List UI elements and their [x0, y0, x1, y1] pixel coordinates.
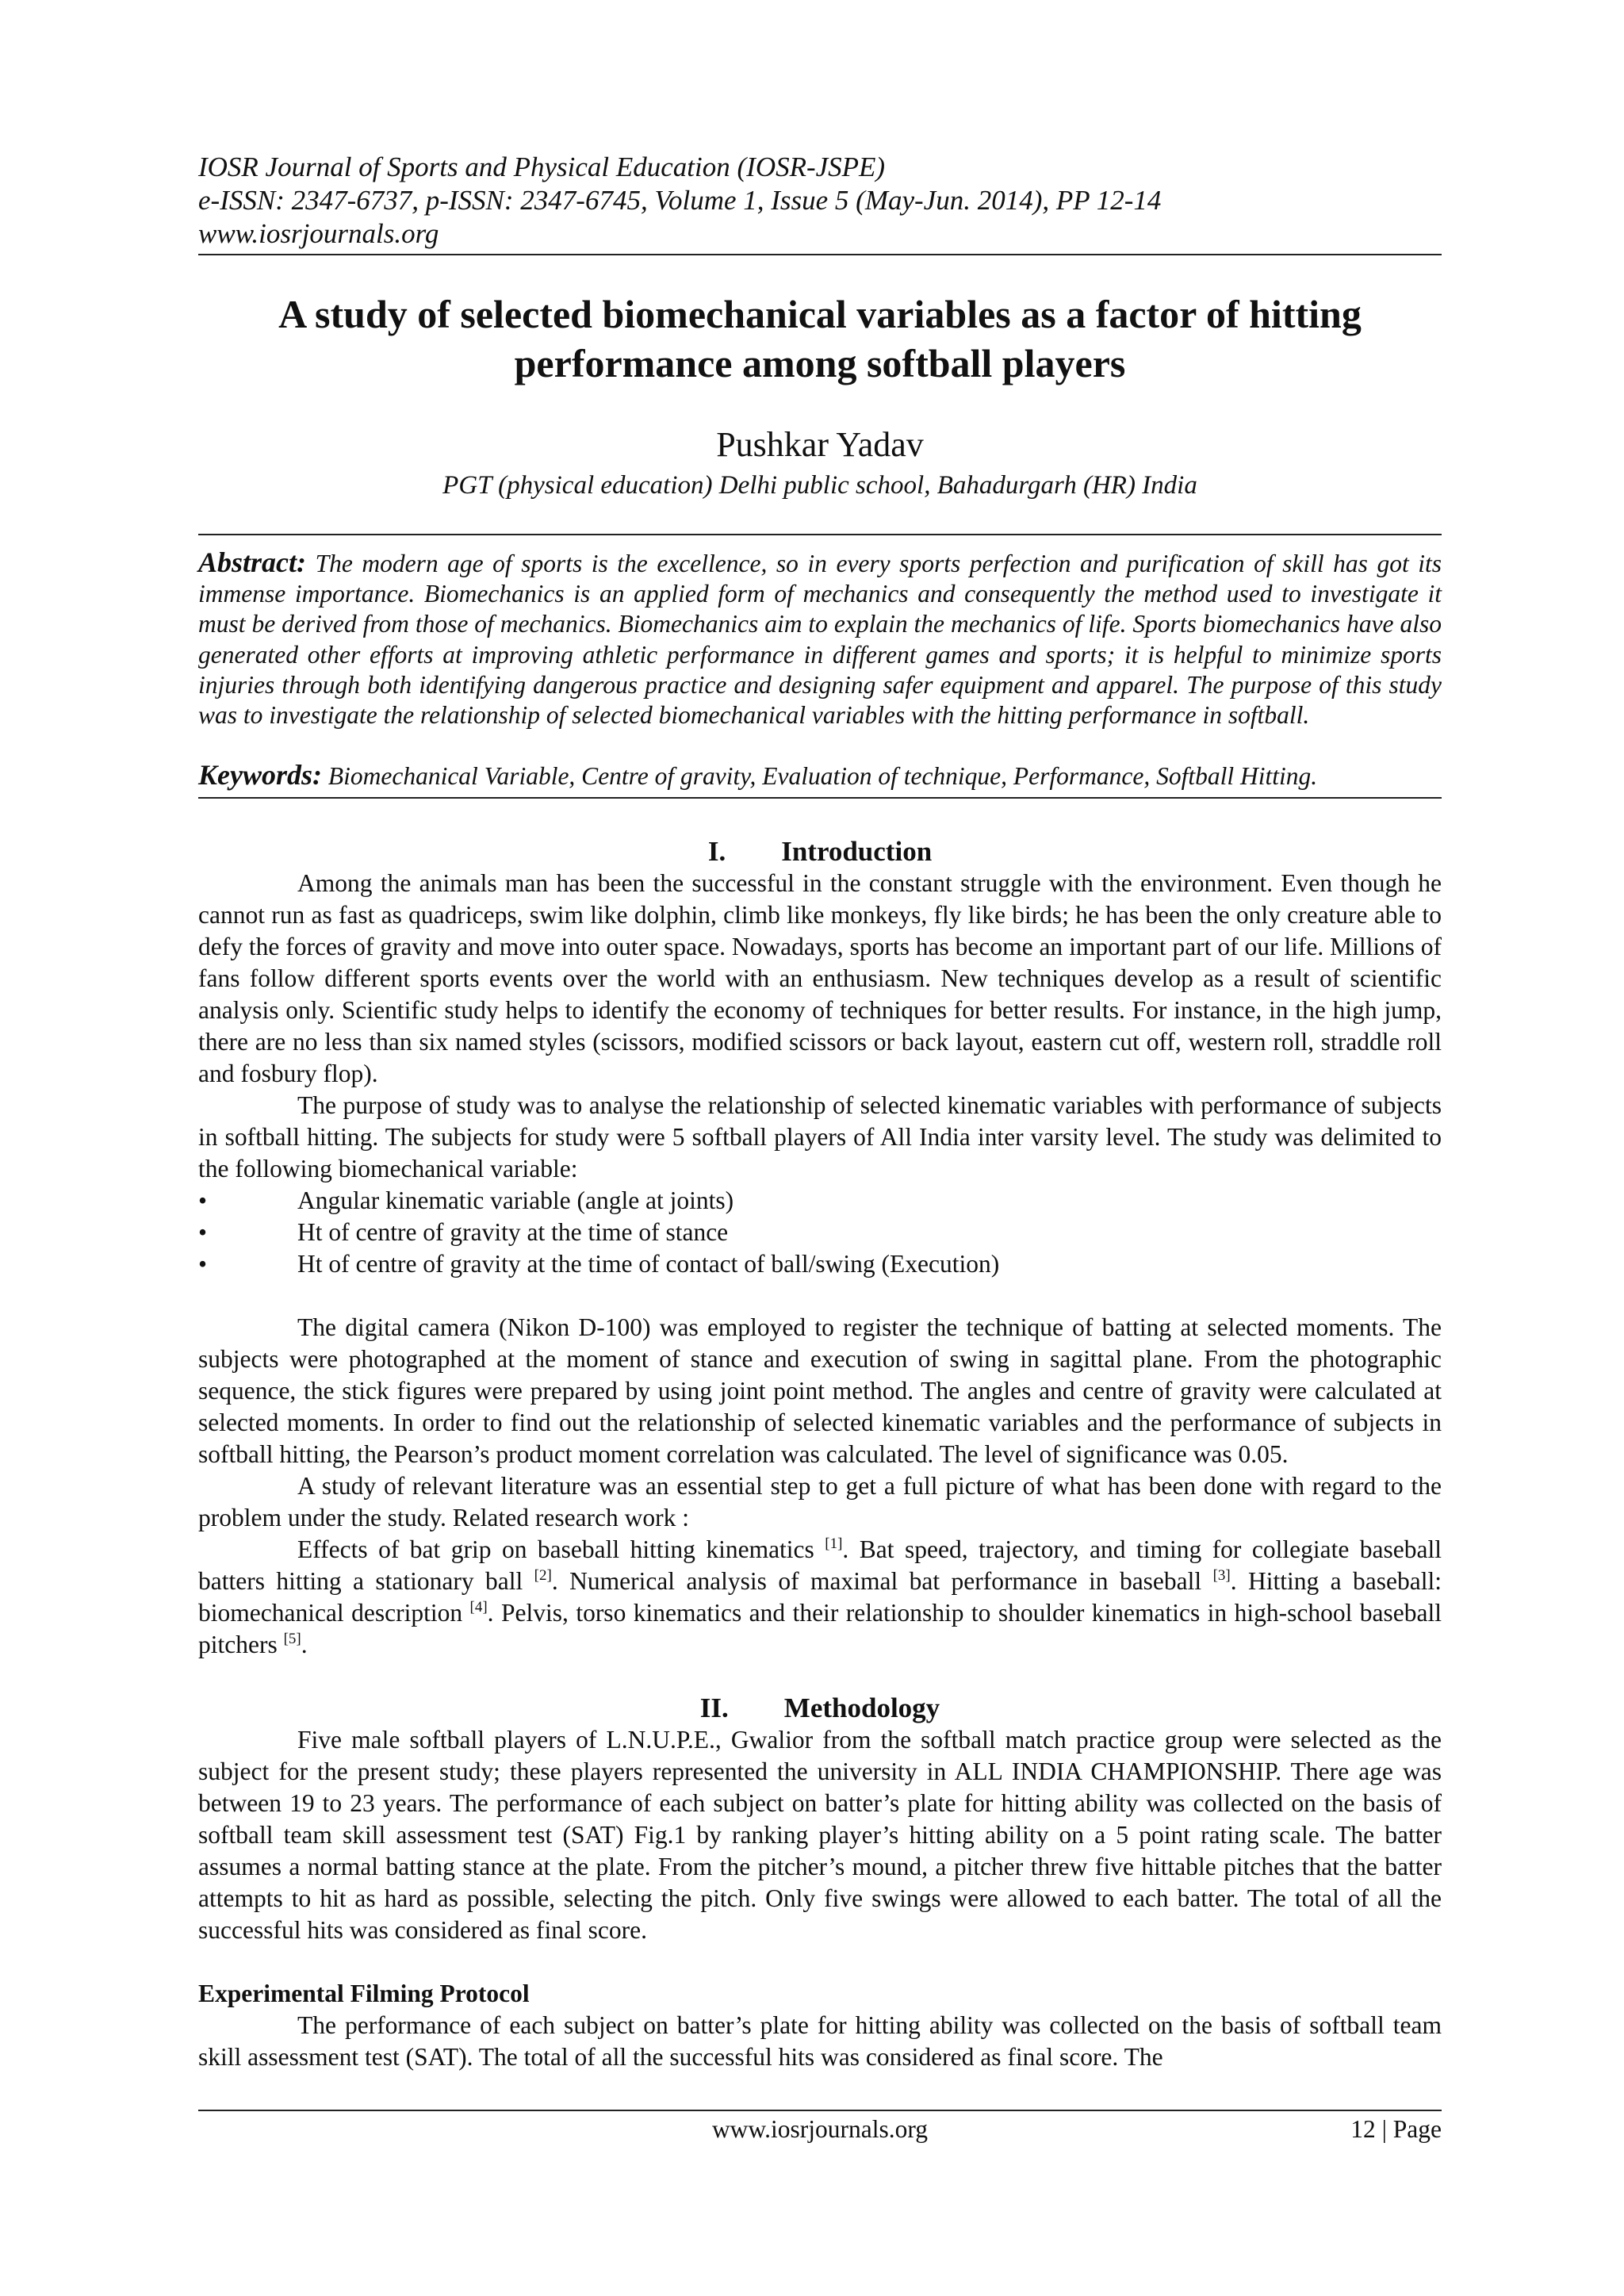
paragraph: The purpose of study was to analyse the relationship of selected kinematic variables with performance of subjects in softball hitting. The subjects for study were 5 softball players of All India inter varsity level. The study was delimited to the following biomechanical variable: — [198, 1091, 1442, 1182]
header-divider — [198, 254, 1442, 255]
abstract-bottom-divider — [198, 797, 1442, 799]
bullet-icon: • — [198, 1250, 208, 1278]
paragraph: Five male softball players of L.N.U.P.E., Gwalior from the softball match practice group were selected as the subject for the present study; these players represented the university in ALL INDIA CHAMPIONSHIP. There age was between 19 to 23 years. The performance of each subject on batter’s plate for hitting ability was collected on the basis of softball team skill assessment test (SAT) Fig.1 by ranking player’s hitting ability on a 5 point rating scale. The batter assumes a normal batting stance at the plate. From the pitcher’s mound, a pitcher threw five hittable pitches that the batter attempts to hit as hard as possible, selecting the pitch. Only five swings were allowed to each batter. The total of all the successful hits was considered as final score. — [198, 1726, 1442, 1944]
methodology-body — [198, 1724, 1442, 2073]
section-heading-methodology — [198, 1692, 1442, 1724]
list-item: • Ht of centre of gravity at the time of contact of ball/swing (Execution) — [198, 1248, 1442, 1280]
paragraph: The digital camera (Nikon D-100) was employed to register the technique of batting at selected moments. The subjects were photographed at the moment of stance and execution of swing in sagittal plane. From the photographic sequence, the stick figures were prepared by using joint point method. The angles and centre of gravity were calculated at selected moments. In order to find out the relationship of selected kinematic variables and the performance of subjects in softball hitting, the Pearson’s product moment correlation was calculated. The level of significance was 0.05. — [198, 1313, 1442, 1468]
list-item: • Angular kinematic variable (angle at joints) — [198, 1185, 1442, 1217]
paragraph: The performance of each subject on batter’s plate for hitting ability was collected on the basis of softball team skill assessment test (SAT). The total of all the successful hits was considered as final score. The — [198, 2011, 1442, 2071]
keywords-text: Biomechanical Variable, Centre of gravity, Evaluation of technique, Performance, Softball Hitting. — [327, 762, 1318, 790]
abstract-text: The modern age of sports is the excellence, so in every sports perfection and purification of skill has got its immense importance. Biomechanics is an applied form of mechanics and consequently the method used to investigate it must be derived from those of mechanics. Biomechanics aim to explain the mechanics of life. Sports biomechanics have also generated other efforts at improving athletic performance in different games and sports; it is helpful to minimize sports injuries through both identifying dangerous practice and designing safer equipment and apparel. The purpose of this study was to investigate the relationship of selected biomechanical variables with the hitting performance in softball. — [198, 550, 1442, 730]
abstract — [198, 547, 1442, 730]
journal-name: IOSR Journal of Sports and Physical Education (IOSR-JSPE) — [198, 151, 886, 182]
keywords — [198, 759, 1442, 792]
main-body — [198, 836, 1442, 2073]
journal-header — [198, 151, 1442, 251]
paper-title — [198, 289, 1442, 388]
list-item: • Ht of centre of gravity at the time of stance — [198, 1217, 1442, 1248]
journal-website[interactable]: www.iosrjournals.org — [198, 218, 439, 249]
section-title: Methodology — [783, 1692, 940, 1723]
bullet-icon: • — [198, 1186, 208, 1214]
paragraph: A study of relevant literature was an essential step to get a full picture of what has been done with regard to the problem under the study. Related research work : — [198, 1472, 1442, 1531]
title-line-2: performance among softball players — [514, 341, 1126, 385]
abstract-top-divider — [198, 534, 1442, 535]
footer-divider — [198, 2110, 1442, 2111]
bullet-icon: • — [198, 1218, 208, 1246]
paragraph-related-work: Effects of bat grip on baseball hitting kinematics [1]. Bat speed, trajectory, and timing for collegiate baseball batters hitting a stationary ball [2]. Numerical analysis of maximal bat performance in baseball [3]. Hitting a baseball: biomechanical description [4]. Pelvis, torso kinematics and their relationship to shoulder kinematics in high-school baseball pitchers [5]. — [198, 1535, 1442, 1658]
variable-list — [198, 1185, 1442, 1280]
section-title: Introduction — [781, 836, 933, 867]
journal-issn: e-ISSN: 2347-6737, p-ISSN: 2347-6745, Volume 1, Issue 5 (May-Jun. 2014), PP 12-14 — [198, 185, 1162, 216]
author-name: Pushkar Yadav — [716, 425, 924, 464]
page-number: 12 | Page — [1350, 2115, 1442, 2143]
citation-ref[interactable]: [5] — [283, 1631, 301, 1647]
section-heading-introduction — [198, 836, 1442, 868]
paragraph: Among the animals man has been the successful in the constant struggle with the environment. Even though he cannot run as fast as quadriceps, swim like dolphin, climb like monkeys, fly like birds; he has been the only creature able to defy the forces of gravity and move into outer space. Nowadays, sports has become an important part of our life. Millions of fans follow different sports events over the world with an enthusiasm. New techniques develop as a result of scientific analysis only. Scientific study helps to identify the economy of techniques for better results. For instance, in the high jump, there are no less than six named styles (scissors, modified scissors or back layout, eastern cut off, western roll, straddle roll and fosbury flop). — [198, 869, 1442, 1087]
subsection-heading: Experimental Filming Protocol — [198, 1980, 530, 2007]
section-number: II. — [699, 1692, 729, 1723]
abstract-label: Abstract: — [198, 546, 307, 578]
author-affiliation: PGT (physical education) Delhi public school, Bahadurgarh (HR) India — [442, 471, 1197, 500]
citation-ref[interactable]: [2] — [534, 1567, 552, 1584]
citation-ref[interactable]: [1] — [825, 1535, 843, 1552]
introduction-body — [198, 868, 1442, 1661]
citation-ref[interactable]: [4] — [469, 1599, 488, 1616]
title-line-1: A study of selected biomechanical variables as a factor of hitting — [278, 292, 1362, 336]
keywords-label: Keywords: — [198, 759, 322, 791]
footer-website[interactable]: www.iosrjournals.org — [711, 2115, 929, 2143]
citation-ref[interactable]: [3] — [1212, 1567, 1231, 1584]
section-number: I. — [707, 836, 726, 867]
